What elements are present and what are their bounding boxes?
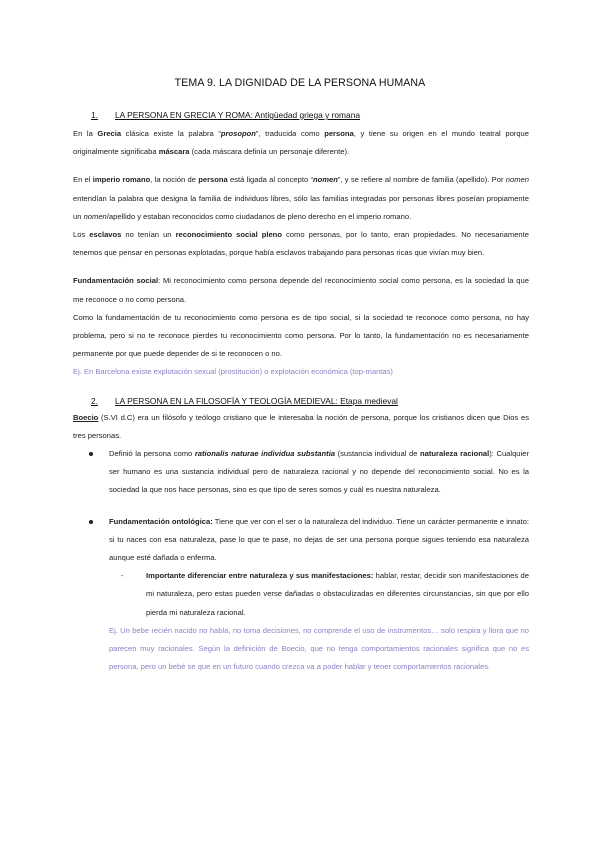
list-item	[73, 445, 529, 500]
list-item-text: Fundamentación ontológica: Tiene que ver con el ser o la naturaleza del individuo. Tiene un carácter permanente e innato: si tu naces con esa naturaleza, pase lo que te pase, no dejas de ser una persona porque sigues teniendo esa naturaleza aunque esté dañada o enferma.	[109, 516, 530, 563]
example-text: Ej. Un bebe recién nacido no habla, no toma decisiones, no comprende el uso de instrumentos… solo respira y llora que no parecen muy racionales. Según la definición de Boecio, que no tenga comportamientos racionales significa que no es persona, pero un bebé se que en un futuro cuando crezca va a poder hablar y tener comportamientos racionales.	[109, 625, 529, 672]
sub-list-item	[109, 567, 529, 622]
dash-marker: -	[121, 571, 124, 581]
page-title: TEMA 9. LA DIGNIDAD DE LA PERSONA HUMANA	[174, 77, 426, 89]
paragraph: Fundamentación social: Mi reconocimiento como persona depende del reconocimiento social como persona, es la sociedad la que me reconoce o no como persona.	[73, 276, 529, 304]
section-1-heading	[73, 110, 529, 120]
list-item-text: Definió la persona como rationalis naturae individua substantia (sustancia individual de naturaleza racional): Cualquier ser humano es una sustancia individual pero de naturaleza racional y no depende del reconocimiento social. No es la sociedad la que nos hace personas, sino es que tipo de seres somos y cuál es nuestra naturaleza.	[109, 449, 529, 495]
bullet-list	[73, 445, 529, 567]
bullet-icon	[89, 452, 93, 456]
section-2-heading	[73, 396, 529, 406]
section-2-title: LA PERSONA EN LA FILOSOFÍA Y TEOLOGÍA MEDIEVAL: Etapa medieval	[115, 395, 398, 406]
list-item	[73, 513, 529, 568]
sub-list-item-text: Importante diferenciar entre naturaleza y sus manifestaciones: hablar, restar, decidir son manifestaciones de mi naturaleza, pero estas pueden verse dañadas o obstaculizadas en diferentes circunstancias, sin que por ello pierda mi naturaleza racional.	[146, 571, 529, 617]
section-1-title: LA PERSONA EN GRECIA Y ROMA: Antigüedad griega y romana	[115, 110, 361, 120]
section-2-number: 2.	[91, 395, 98, 406]
paragraph: Boecio (S.VI d.C) era un filósofo y teólogo cristiano que le interesaba la noción de persona, porque los cristianos dicen que Dios es tres personas.	[73, 412, 529, 440]
paragraph: Como la fundamentación de tu reconocimiento como persona es de tipo social, si la sociedad te reconoce como persona, no hay problema, pero si no te reconoce pierdes tu reconocimiento como persona. Por lo tanto, la fundamentación no es necesariamente permanente por que puede depender de si te reconocen o no.	[73, 312, 529, 359]
example-text: Ej. En Barcelona existe explotación sexual (prostitución) o explotación económica (top-mantas)	[73, 367, 393, 377]
paragraph: Los esclavos no tenían un reconocimiento social pleno como personas, por lo tanto, eran propiedades. No necesariamente tenemos que pensar en personas explotadas, porque había esclavos trabajando para personas ricas que vivían muy bien.	[73, 230, 529, 258]
section-1-number: 1.	[91, 110, 98, 120]
bullet-icon	[89, 520, 93, 524]
paragraph: En el imperio romano, la noción de persona está ligada al concepto “nomen”, y se refiere al nombre de familia (apellido). Por nomen entendían la palabra que designa la familia de individuos libres, sólo las familias integradas por personas libres poseían propiamente un nomen/apellido y estaban reconocidos como ciudadanos de pleno derecho en el imperio romano.	[73, 175, 529, 221]
paragraph: En la Grecia clásica existe la palabra “prosopon”, traducida como persona, y tiene su origen en el mundo teatral porque originalmente significaba máscara (cada máscara definía un personaje diferente).	[73, 129, 529, 157]
document-body	[73, 110, 529, 676]
